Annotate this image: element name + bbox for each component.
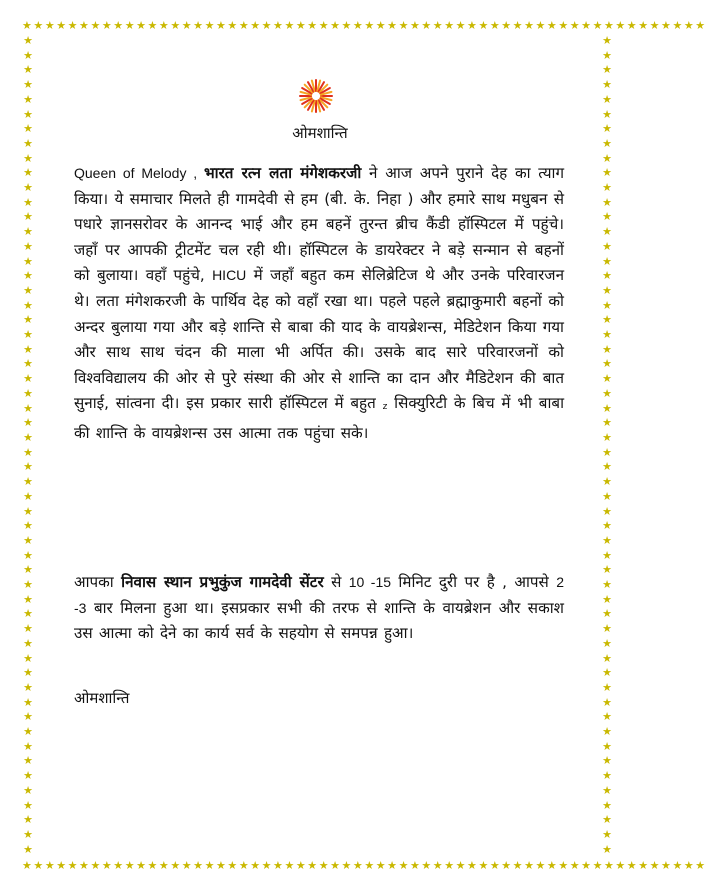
text-segment: में जहाँ बहुत कम सेलिब्रेटिज थे और उनके परिवारजन थे। लता मंगेशकरजी के पार्थिव देह को वहाँ रखा था। पहले पहले ब्रह्माकुमारी बहनों को अन्दर बुलाया गया और बड़े शान्ति से बाबा की याद के वायब्रेशन्स, मेडिटेशन किया गया और साथ साथ चंदन की माला भी अर्पित की। उसके बाद सारे परिवारजनों को विश्वविद्यालय की ओर से पुरे संस्था की ओर से शान्ति का दान और मैडिटेशन की बात सुनाई, सांत्वना दी। इस प्रकार सारी हॉस्पिटल में बहुत	[74, 266, 564, 413]
text-segment: Queen of Melody ,	[74, 165, 204, 181]
text-segment: ने आज अपने पुराने देह का त्याग किया। ये समाचार मिलते ही गामदेवी से हम (बी. के. निहा ) और हमारे साथ मधुबन से पधारे ज्ञानसरोवर के आनन्द भाई और हम बहनें तुरन्त ब्रीच कैंडी हॉस्पिटल में पहुंचे। जहाँ पर आपकी ट्रीटमेंट चल रही थी। हॉस्पिटल के डायरेक्टर ने बड़े सन्मान से बहनों को बुलाया। वहाँ पहुंचे,	[74, 164, 565, 285]
text-segment: z	[382, 402, 388, 413]
sunburst-logo-icon	[298, 78, 334, 114]
greeting-heading: ओमशान्ति	[292, 124, 348, 142]
text-segment: बार मिलना हुआ था। इसप्रकार सभी की तरफ से शान्ति के वायब्रेशन और सकाश उस आत्मा को देने का कार्य सर्व के सहयोग से समपन्न हुआ।	[74, 598, 564, 643]
text-segment: निवास स्थान प्रभुकुंज गामदेवी सेंटर	[121, 573, 324, 591]
paragraph-2	[74, 570, 564, 647]
text-segment: भारत रत्न लता मंगेशकरजी	[203, 164, 362, 182]
star-border-bottom: ★★★★★★★★★★★★★★★★★★★★★★★★★★★★★★★★★★★★★★★★★★★★★★★★★★★★★★★★★★★★	[22, 859, 707, 872]
star-border-left: ★★★★★★★★★★★★★★★★★★★★★★★★★★★★★★★★★★★★★★★★★★★★★★★★★★★★★★★★	[23, 34, 33, 856]
text-segment: HICU	[212, 267, 247, 284]
paragraph-1	[74, 161, 564, 447]
text-segment: आपका	[74, 573, 122, 591]
text-segment: सिक्युरिटी के बिच में भी बाबा की शान्ति के वायब्रेशन्स उस आत्मा तक पहुंचा सके।	[74, 394, 564, 442]
text-segment: मिनिट दुरी पर है , आपसे	[391, 573, 557, 591]
text-segment: से	[323, 573, 349, 591]
text-segment: 10 -15	[348, 574, 392, 590]
text-segment: 2 -3	[74, 574, 565, 616]
star-border-right: ★★★★★★★★★★★★★★★★★★★★★★★★★★★★★★★★★★★★★★★★★★★★★★★★★★★★★★★★	[602, 34, 612, 856]
closing-greeting: ओमशान्ति	[74, 689, 130, 707]
star-border-top: ★★★★★★★★★★★★★★★★★★★★★★★★★★★★★★★★★★★★★★★★★★★★★★★★★★★★★★★★★★★★	[22, 19, 707, 32]
